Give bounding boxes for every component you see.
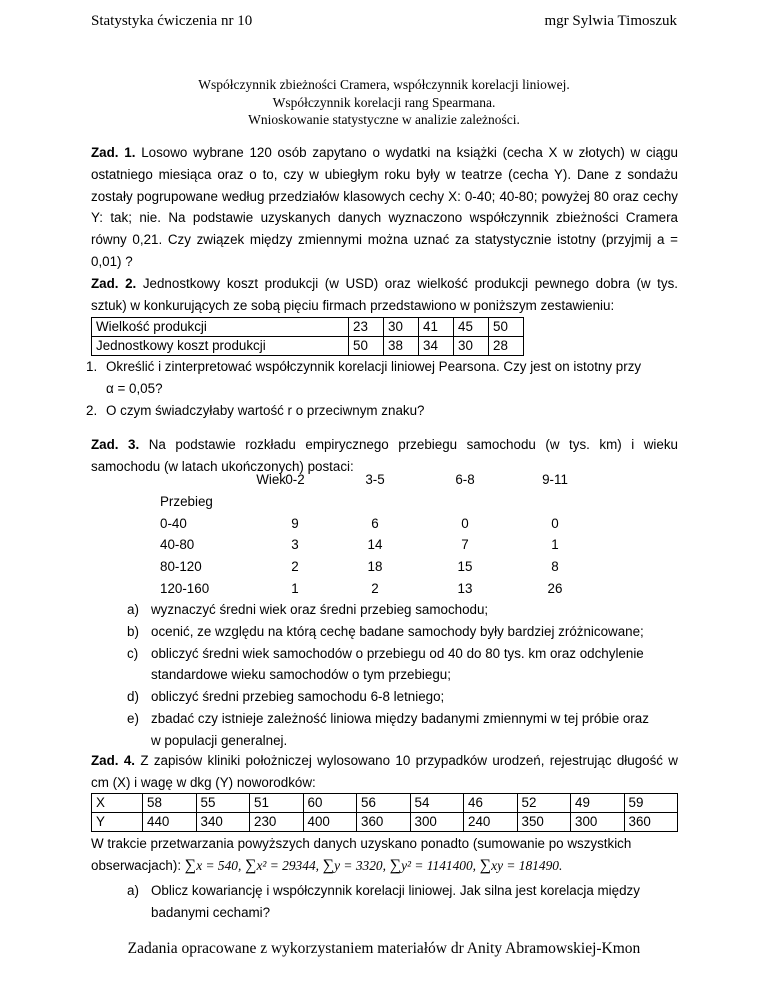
- header-left: Statystyka ćwiczenia nr 10: [91, 13, 253, 29]
- table-cell: 300: [571, 813, 625, 832]
- table-cell: 28: [489, 337, 524, 356]
- zad4-sums-paragraph: [91, 833, 678, 877]
- zad4-table: [91, 793, 678, 832]
- table-cell: 1: [551, 537, 559, 553]
- table-cell: 14: [367, 537, 383, 553]
- table-header-cell: 6-8: [455, 472, 475, 487]
- table-cell: Jednostkowy koszt produkcji: [92, 337, 349, 356]
- list-text: w populacji generalnej.: [151, 732, 288, 748]
- sum-formula: ∑xy = 181490.: [479, 857, 563, 874]
- zad4-text2b: obserwacjach):: [91, 858, 182, 873]
- table-cell: 80-120: [160, 559, 202, 575]
- footer-note: Zadania opracowane z wykorzystaniem materiałów dr Anity Abramowskiej-Kmon: [127, 940, 641, 957]
- zad2-questions: [86, 356, 686, 421]
- zad4-items: [127, 880, 678, 924]
- list-letter: b): [127, 623, 139, 639]
- table-cell: 56: [357, 794, 411, 813]
- sum-formula: ∑y = 3320,: [322, 857, 386, 874]
- title-line: Współczynnik korelacji rang Spearmana.: [272, 94, 496, 110]
- table-cell: 45: [454, 318, 489, 337]
- list-text: badanymi cechami?: [151, 904, 271, 920]
- table-cell: 230: [250, 813, 304, 832]
- list-text: obliczyć średni przebieg samochodu 6-8 letniego;: [151, 689, 445, 705]
- table-cell: 400: [303, 813, 357, 832]
- list-text: ocenić, ze względu na którą cechę badane samochody były bardziej zróżnicowane;: [151, 623, 644, 639]
- table-cell: X: [92, 794, 143, 813]
- list-number: 1.: [86, 359, 98, 374]
- zad3-label: Zad. 3.: [91, 437, 140, 452]
- title-block: [0, 76, 768, 129]
- table-cell: 9: [291, 515, 299, 531]
- table-cell: 23: [349, 318, 384, 337]
- table-cell: 50: [349, 337, 384, 356]
- list-text: zbadać czy istnieje zależność liniowa między badanymi zmiennymi w tej próbie oraz: [151, 710, 649, 726]
- zad4-label: Zad. 4.: [91, 753, 136, 768]
- table-cell: 55: [196, 794, 250, 813]
- table-cell: 50: [489, 318, 524, 337]
- table-cell: 13: [457, 580, 473, 596]
- table-cell: 49: [571, 794, 625, 813]
- list-item: [127, 880, 678, 924]
- table-cell: 7: [461, 537, 469, 553]
- table-cell: 34: [419, 337, 454, 356]
- zad1-paragraph: [91, 142, 678, 273]
- table-row: [92, 318, 524, 337]
- list-item: [127, 686, 691, 708]
- table-cell: 15: [457, 559, 473, 575]
- zad4-text: Z zapisów kliniki położniczej wylosowano 10 przypadków urodzeń, rejestrując długość w cm (X) i wagę w dkg (Y) noworodków:: [91, 753, 678, 790]
- list-text: α = 0,05?: [106, 380, 163, 396]
- table-cell: 30: [454, 337, 489, 356]
- table-cell: 350: [517, 813, 571, 832]
- table-cell: 38: [384, 337, 419, 356]
- table-cell: 2: [291, 559, 299, 575]
- zad3-text: Na podstawie rozkładu empirycznego przebiegu samochodu (w tys. km) i wieku samochodu (w latach ukończonych) postaci:: [91, 437, 678, 474]
- table-row: [92, 813, 678, 832]
- list-item: [127, 708, 691, 752]
- list-item: [86, 356, 686, 400]
- list-number: 2.: [86, 402, 98, 418]
- list-letter: a): [127, 602, 139, 617]
- list-item: [127, 643, 691, 687]
- table-cell: 40-80: [160, 537, 195, 553]
- table-cell: 120-160: [160, 580, 210, 596]
- table-cell: 3: [291, 537, 299, 553]
- list-text: O czym świadczyłaby wartość r o przeciwnym znaku?: [106, 402, 425, 418]
- table-cell: 0-40: [160, 515, 187, 531]
- table-cell: 52: [517, 794, 571, 813]
- table-header-cell: 0-2: [285, 472, 305, 487]
- list-item: [127, 599, 691, 621]
- list-text: Określić i zinterpretować współczynnik korelacji liniowej Pearsona. Czy jest on istotny przy: [106, 359, 642, 374]
- table-row: [92, 337, 524, 356]
- table-cell: 41: [419, 318, 454, 337]
- zad2-label: Zad. 2.: [91, 276, 137, 291]
- list-text: standardowe wieku samochodów o tym przebiegu;: [151, 667, 451, 683]
- table-cell: 51: [250, 794, 304, 813]
- table-cell: 46: [464, 794, 518, 813]
- table-cell: 54: [410, 794, 464, 813]
- zad4-paragraph: [91, 750, 678, 794]
- list-item: [86, 400, 686, 422]
- table-cell: 340: [196, 813, 250, 832]
- zad3-items: [127, 599, 691, 752]
- table-cell: 8: [551, 559, 559, 575]
- table-cell: 59: [624, 794, 678, 813]
- table-cell: 1: [291, 580, 299, 596]
- list-text: wyznaczyć średni wiek oraz średni przebieg samochodu;: [151, 602, 489, 617]
- table-header-cell: 9-11: [542, 472, 568, 487]
- table-cell: Wielkość produkcji: [92, 318, 349, 337]
- sum-formula: ∑y² = 1141400,: [389, 857, 477, 874]
- zad4-text2: W trakcie przetwarzania powyższych danych uzyskano ponadto (sumowanie po wszystkich: [91, 836, 632, 851]
- table-cell: 300: [410, 813, 464, 832]
- table-cell: 2: [371, 580, 379, 596]
- table-cell: 360: [357, 813, 411, 832]
- table-cell: 26: [547, 580, 563, 596]
- table-cell: 0: [551, 515, 559, 531]
- table-cell: Y: [92, 813, 143, 832]
- list-letter: c): [127, 645, 139, 661]
- sum-formula: ∑x = 540,: [184, 857, 242, 874]
- zad1-label: Zad. 1.: [91, 145, 136, 160]
- row-header-label: Przebieg: [160, 493, 213, 509]
- column-header-label: Wiek: [256, 472, 286, 487]
- zad2-table: [91, 317, 524, 356]
- header-right: mgr Sylwia Timoszuk: [544, 13, 677, 29]
- table-cell: 58: [143, 794, 197, 813]
- list-text: Oblicz kowariancję i współczynnik korelacji liniowej. Jak silna jest korelacja między: [151, 883, 640, 898]
- table-cell: 18: [367, 559, 383, 575]
- zad1-text: Losowo wybrane 120 osób zapytano o wydatki na książki (cecha X w złotych) w ciągu ostatniego miesiąca oraz o to, czy w ubiegłym roku były w teatrze (cecha Y). Dane z sondażu zostały pogrupowane według przedziałów klasowych cechy X: 0-40; 40-80; powyżej 80 oraz cechy Y: tak; nie. Na podstawie uzyskanych danych wyznaczono współczynnik zbieżności Cramera równy 0,21. Czy związek między zmiennymi można uznać za statystycznie istotny (przyjmij a = 0,01) ?: [91, 145, 678, 269]
- sum-formula: ∑x² = 29344,: [245, 857, 319, 874]
- list-letter: d): [127, 689, 139, 705]
- table-cell: 6: [371, 515, 379, 531]
- title-line: Wnioskowanie statystyczne w analizie zależności.: [248, 112, 520, 127]
- list-item: [127, 621, 691, 643]
- table-header-cell: 3-5: [365, 472, 385, 487]
- title-line: Współczynnik zbieżności Cramera, współczynnik korelacji liniowej.: [198, 77, 570, 92]
- table-cell: 360: [624, 813, 678, 832]
- zad2-paragraph: [91, 273, 678, 317]
- table-cell: 240: [464, 813, 518, 832]
- table-cell: 60: [303, 794, 357, 813]
- table-cell: 440: [143, 813, 197, 832]
- table-row: [92, 794, 678, 813]
- list-text: obliczyć średni wiek samochodów o przebiegu od 40 do 80 tys. km oraz odchylenie: [151, 645, 644, 661]
- table-cell: 0: [461, 515, 469, 531]
- table-cell: 30: [384, 318, 419, 337]
- zad2-text: Jednostkowy koszt produkcji (w USD) oraz wielkość produkcji pewnego dobra (w tys. sztuk) w konkurujących ze sobą pięciu firmach przedstawiono w poniższym zestawieniu:: [91, 276, 678, 313]
- list-letter: e): [127, 710, 139, 726]
- list-letter: a): [127, 883, 139, 898]
